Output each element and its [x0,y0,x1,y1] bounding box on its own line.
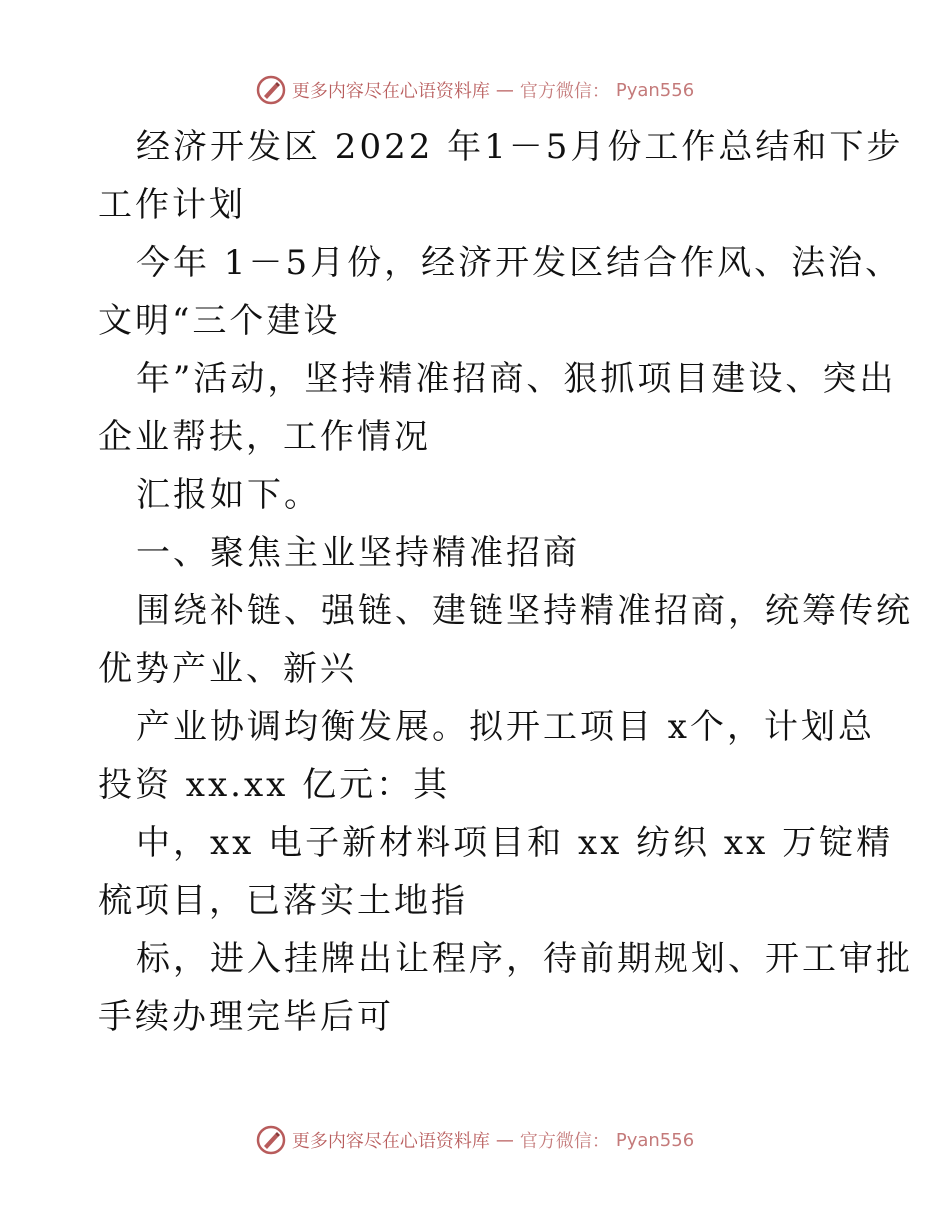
text-line: 手续办理完毕后可 [98,997,394,1037]
watermark-handle: Pyan556 [615,1129,695,1151]
watermark-separator: — [495,79,514,101]
watermark-text: 更多内容尽在心语资料库 [291,1131,490,1152]
text-line: 年”活动，坚持精准招商、狠抓项目建设、突出 [136,359,897,399]
text-line: 投资 xx.xx 亿元：其 [98,765,451,805]
text-line: 经济开发区 2022 年1－5月份工作总结和下步 [136,127,904,167]
watermark-text: 更多内容尽在心语资料库 [291,81,490,102]
watermark-footer [0,1120,950,1160]
text-line: 优势产业、新兴 [98,649,357,689]
text-line: 企业帮扶，工作情况 [98,417,431,457]
pen-logo-icon [256,75,286,105]
watermark-label: 官方微信： [519,81,610,102]
watermark-label: 官方微信： [519,1131,610,1152]
text-line: 汇报如下。 [136,475,321,515]
text-line: 标，进入挂牌出让程序，待前期规划、开工审批 [136,939,913,979]
text-line: 一、聚焦主业坚持精准招商 [136,533,580,573]
watermark-handle: Pyan556 [615,79,695,101]
text-line: 工作计划 [98,185,246,225]
text-line: 今年 1－5月份，经济开发区结合作风、法治、 [136,243,903,283]
text-line: 梳项目，已落实土地指 [98,881,468,921]
pen-logo-icon [256,1125,286,1155]
document-body [98,118,913,1046]
text-line: 围绕补链、强链、建链坚持精准招商，统筹传统 [136,591,913,631]
watermark-header [0,70,950,110]
text-line: 产业协调均衡发展。拟开工项目 x个，计划总 [136,707,875,747]
text-line: 中，xx 电子新材料项目和 xx 纺织 xx 万锭精 [136,823,894,863]
text-line: 文明“三个建设 [98,301,341,341]
watermark-separator: — [495,1129,514,1151]
